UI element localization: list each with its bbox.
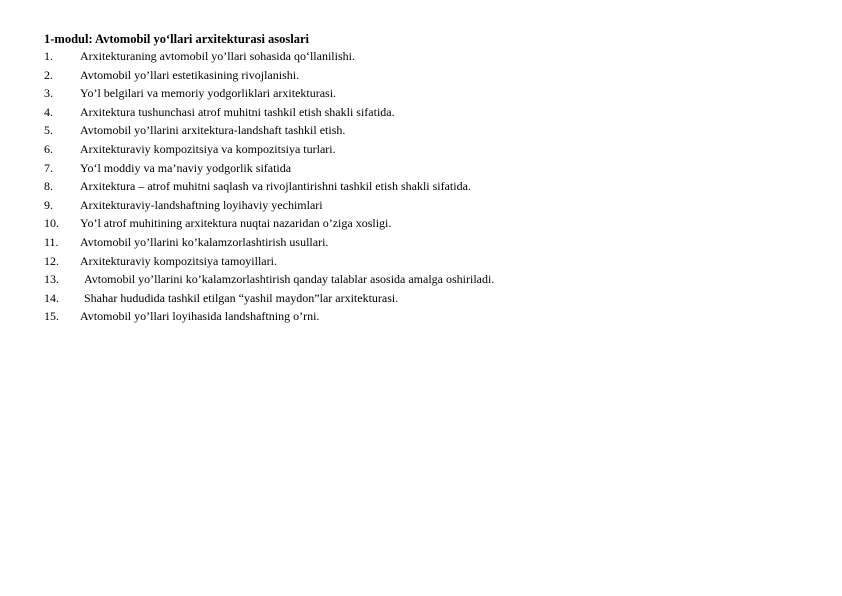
list-item [44,140,494,159]
item-number: 1. [44,49,53,63]
item-number: 15. [44,309,59,324]
item-text: Arxitekturaning avtomobil yo’llari sohasida qo‘llanilishi. [80,49,355,63]
list-item [44,103,494,122]
item-text: Avtomobil yo’llari loyihasida landshaftning o’rni. [80,309,320,324]
item-number: 12. [44,253,59,268]
item-text: Arxitektura tushunchasi atrof muhitni tashkil etish shakli sifatida. [80,104,395,119]
list-item [44,270,494,289]
list-item [44,233,494,252]
item-number: 4. [44,104,53,119]
list-item [44,159,494,178]
list-item [44,214,494,233]
item-text: Avtomobil yo’llarini arxitektura-landshaft tashkil etish. [80,123,346,138]
list-item [44,47,494,66]
module-heading: 1-modul: Avtomobil yo‘llari arxitekturasi asoslari [44,32,310,46]
list-item [44,66,494,85]
item-number: 7. [44,160,53,175]
item-text: Arxitekturaviy-landshaftning loyihaviy yechimlari [80,197,323,212]
item-number: 3. [44,86,53,101]
item-text: Arxitektura – atrof muhitni saqlash va rivojlantirishni tashkil etish shakli sifatida. [80,179,471,194]
list-item [44,252,494,271]
item-text: Avtomobil yo’llarini ko’kalamzorlashtirish qanday talablar asosida amalga oshiriladi. [84,272,495,287]
item-text: Avtomobil yo’llari estetikasining rivojlanishi. [80,67,300,82]
item-number: 10. [44,216,59,231]
list-item [44,84,494,103]
list-item [44,289,494,308]
item-number: 11. [44,234,59,249]
list-item [44,307,494,326]
item-text: Avtomobil yo’llarini ko’kalamzorlashtirish usullari. [80,234,329,249]
item-number: 9. [44,197,53,212]
item-text: Arxitekturaviy kompozitsiya tamoyillari. [80,253,277,268]
item-text: Shahar hududida tashkil etilgan “yashil maydon”lar arxitekturasi. [84,290,399,305]
item-number: 13. [44,272,59,287]
item-text: Yo‘l moddiy va ma’naviy yodgorlik sifatida [80,160,292,175]
topic-list [44,47,494,326]
item-text: Arxitekturaviy kompozitsiya va kompozitsiya turlari. [80,141,336,156]
item-number: 14. [44,290,59,305]
item-number: 6. [44,141,53,156]
item-number: 5. [44,123,53,138]
item-text: Yo’l atrof muhitining arxitektura nuqtai nazaridan o’ziga xosligi. [80,216,392,231]
item-number: 2. [44,67,53,82]
list-item [44,196,494,215]
item-number: 8. [44,179,53,194]
list-item [44,177,494,196]
list-item [44,121,494,140]
item-text: Yo’l belgilari va memoriy yodgorliklari arxitekturasi. [80,86,337,101]
